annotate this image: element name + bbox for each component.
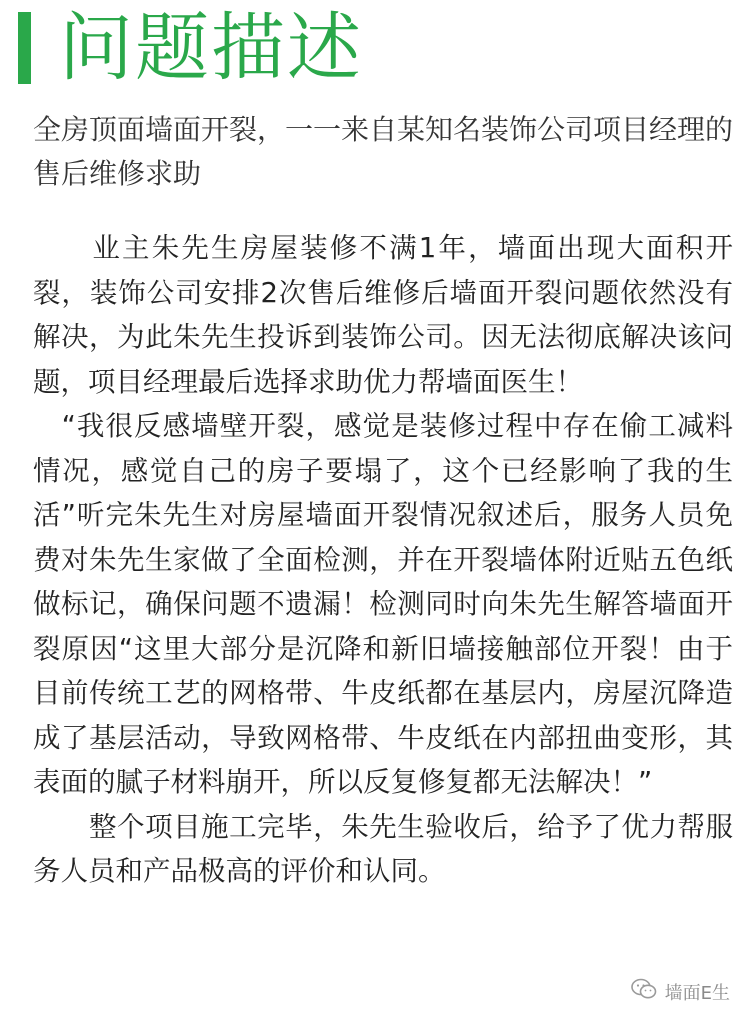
header-accent-bar [18,12,31,84]
paragraph-quote: “我很反感墙壁开裂，感觉是装修过程中存在偷工减料情况，感觉自己的房子要塌了，这个已经影响了我的生活”听完朱先生对房屋墙面开裂情况叙述后，服务人员免费对朱先生家做了全面检测，并在开裂墙体附近贴五色纸做标记，确保问题不遗漏！检测同时向朱先生解答墙面开裂原因“这里大部分是沉降和新旧墙接触部位开裂！由于目前传统工艺的网格带、牛皮纸都在基层内，房屋沉降造成了基层活动，导致网格带、牛皮纸在内部扭曲变形，其表面的腻子材料崩开，所以反复修复都无法解决！” [33,410,733,798]
page-title: 问题描述 [59,5,363,91]
article-subtitle: 全房顶面墙面开裂，一一来自某知名装饰公司项目经理的售后维修求助 [33,113,734,190]
source-watermark [631,978,730,1005]
paragraph-conclusion: 整个项目施工完毕，朱先生验收后，给予了优力帮服务人员和产品极高的评价和认同。 [33,810,733,887]
wechat-icon [631,978,657,1005]
paragraph-intro: 业主朱先生房屋装修不满1年，墙面出现大面积开裂，装饰公司安排2次售后维修后墙面开裂问题依然没有解决，为此朱先生投诉到装饰公司。因无法彻底解决该问题，项目经理最后选择求助优力帮墙面医生！ [33,232,733,398]
watermark-label: 墙面E生 [664,982,730,1004]
section-header [10,6,363,90]
article-body [33,226,733,894]
